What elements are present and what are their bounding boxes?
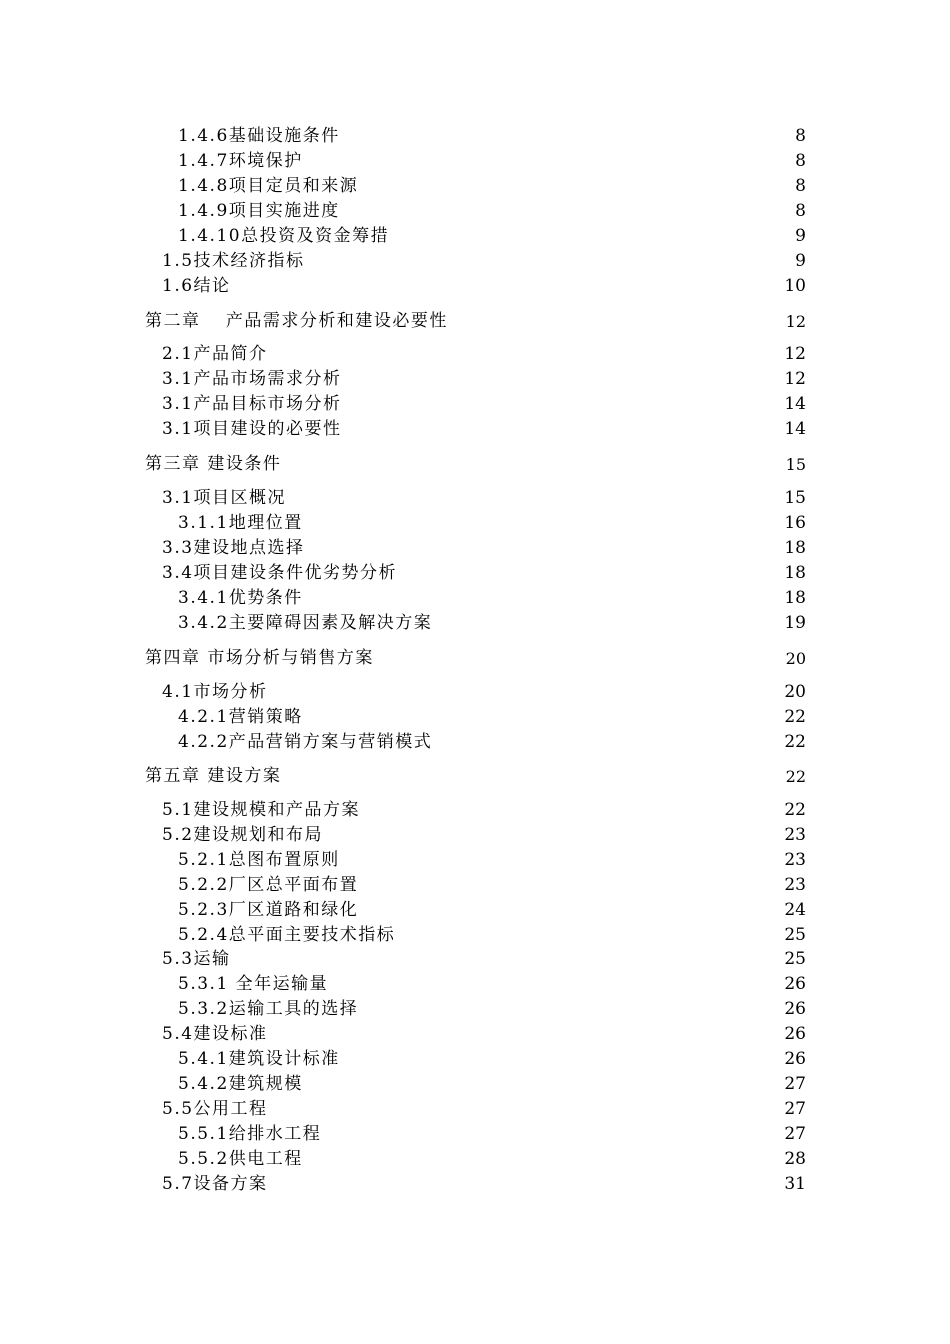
toc-chapter-row — [145, 452, 806, 477]
toc-page-number: 18 — [784, 563, 806, 583]
toc-entry-title: 5.4.1建筑设计标准 — [178, 1049, 340, 1069]
toc-entry-row — [145, 972, 806, 997]
toc-page-number: 9 — [795, 251, 806, 271]
toc-entry-title: 5.2.4总平面主要技术指标 — [178, 925, 396, 945]
toc-entry-row — [145, 1047, 806, 1072]
toc-entry-row — [145, 199, 806, 224]
toc-page-number: 23 — [784, 825, 806, 845]
toc-entry-title: 5.5.2供电工程 — [178, 1149, 303, 1169]
toc-entry-title: 3.4.2主要障碍因素及解决方案 — [178, 613, 433, 633]
toc-entry-row — [145, 249, 806, 274]
toc-entry-title: 5.2.3厂区道路和绿化 — [178, 900, 359, 920]
toc-entry-title: 5.7设备方案 — [162, 1174, 268, 1194]
toc-entry-title: 第二章 产品需求分析和建设必要性 — [145, 311, 448, 331]
toc-page-number: 12 — [784, 369, 806, 389]
toc-chapter-row — [145, 646, 806, 671]
toc-entry-title: 5.3运输 — [162, 949, 231, 969]
toc-chapter-row — [145, 309, 806, 334]
toc-entry-title: 3.1项目区概况 — [162, 488, 287, 508]
toc-page-number: 10 — [784, 276, 806, 296]
toc-entry-row — [145, 823, 806, 848]
toc-entry-row — [145, 149, 806, 174]
toc-entry-title: 3.1产品目标市场分析 — [162, 394, 342, 414]
toc-entry-row — [145, 1122, 806, 1147]
toc-page-number: 27 — [784, 1099, 806, 1119]
toc-entry-title: 5.1建设规模和产品方案 — [162, 800, 361, 820]
toc-entry-title: 5.2.2厂区总平面布置 — [178, 875, 359, 895]
toc-entry-row — [145, 536, 806, 561]
toc-entry-row — [145, 342, 806, 367]
toc-entry-title: 1.4.8项目定员和来源 — [178, 176, 359, 196]
toc-entry-row — [145, 486, 806, 511]
toc-entry-title: 5.4建设标准 — [162, 1024, 268, 1044]
toc-page-number: 18 — [784, 588, 806, 608]
toc-page-number: 22 — [784, 800, 806, 820]
toc-page-number: 25 — [784, 925, 806, 945]
toc-page-number: 8 — [795, 151, 806, 171]
toc-chapter-row — [145, 764, 806, 789]
toc-entry-row — [145, 730, 806, 755]
toc-entry-title: 4.1市场分析 — [162, 682, 268, 702]
toc-entry-row — [145, 224, 806, 249]
toc-entry-title: 5.3.1 全年运输量 — [178, 974, 329, 994]
toc-page-number: 14 — [784, 394, 806, 414]
toc-page-number: 26 — [784, 1049, 806, 1069]
toc-page-number: 14 — [784, 419, 806, 439]
toc-entry-title: 3.4项目建设条件优劣势分析 — [162, 563, 398, 583]
toc-entry-row — [145, 1172, 806, 1197]
toc-page-number: 15 — [785, 455, 806, 474]
toc-page-number: 9 — [795, 226, 806, 246]
toc-entry-row — [145, 274, 806, 299]
toc-page-number: 15 — [784, 488, 806, 508]
toc-page-number: 12 — [785, 312, 806, 331]
toc-entry-title: 2.1产品简介 — [162, 344, 268, 364]
toc-entry-title: 3.4.1优势条件 — [178, 588, 303, 608]
toc-entry-row — [145, 124, 806, 149]
toc-entry-row — [145, 848, 806, 873]
toc-entry-row — [145, 1147, 806, 1172]
toc-entry-title: 5.5.1给排水工程 — [178, 1124, 322, 1144]
toc-entry-title: 5.2建设规划和布局 — [162, 825, 324, 845]
toc-entry-title: 5.3.2运输工具的选择 — [178, 999, 359, 1019]
toc-entry-row — [145, 1097, 806, 1122]
toc-entry-row — [145, 511, 806, 536]
toc-entry-row — [145, 798, 806, 823]
toc-page-number: 20 — [784, 682, 806, 702]
toc-page-number: 25 — [784, 949, 806, 969]
toc-entry-row — [145, 1022, 806, 1047]
toc-entry-title: 3.1项目建设的必要性 — [162, 419, 342, 439]
toc-entry-row — [145, 417, 806, 442]
toc-page-number: 23 — [784, 850, 806, 870]
toc-entry-title: 1.4.7环境保护 — [178, 151, 303, 171]
toc-entry-row — [145, 997, 806, 1022]
toc-entry-row — [145, 611, 806, 636]
toc-entry-title: 1.5技术经济指标 — [162, 251, 305, 271]
toc-page-number: 26 — [784, 999, 806, 1019]
toc-entry-row — [145, 680, 806, 705]
toc-page-number: 24 — [784, 900, 806, 920]
toc-entry-title: 1.4.6基础设施条件 — [178, 126, 340, 146]
toc-entry-row — [145, 392, 806, 417]
toc-entry-title: 5.5公用工程 — [162, 1099, 268, 1119]
toc-page-number: 16 — [784, 513, 806, 533]
toc-entry-title: 3.1.1地理位置 — [178, 513, 303, 533]
toc-page-number: 19 — [784, 613, 806, 633]
toc-entry-row — [145, 586, 806, 611]
toc-entry-row — [145, 923, 806, 948]
toc-entry-title: 第三章 建设条件 — [145, 454, 282, 474]
toc-entry-row — [145, 947, 806, 972]
toc-page-number: 26 — [784, 1024, 806, 1044]
toc-entry-title: 3.1产品市场需求分析 — [162, 369, 342, 389]
toc-entry-title: 1.6结论 — [162, 276, 231, 296]
toc-page-number: 8 — [795, 126, 806, 146]
toc-entry-title: 3.3建设地点选择 — [162, 538, 305, 558]
toc-page-number: 12 — [784, 344, 806, 364]
toc-page-number: 20 — [785, 649, 806, 668]
toc-page-number: 18 — [784, 538, 806, 558]
toc-page-number: 31 — [784, 1174, 806, 1194]
toc-page-number: 22 — [785, 767, 806, 786]
toc-entry-row — [145, 174, 806, 199]
toc-entry-title: 5.2.1总图布置原则 — [178, 850, 340, 870]
toc-page-number: 22 — [784, 707, 806, 727]
toc-entry-row — [145, 705, 806, 730]
toc-entry-row — [145, 898, 806, 923]
toc-entry-title: 第五章 建设方案 — [145, 766, 282, 786]
toc-entry-row — [145, 873, 806, 898]
toc-entry-title: 5.4.2建筑规模 — [178, 1074, 303, 1094]
toc-entry-title: 1.4.10总投资及资金筹措 — [178, 226, 390, 246]
toc-entry-title: 4.2.2产品营销方案与营销模式 — [178, 732, 433, 752]
toc-page-number: 27 — [784, 1124, 806, 1144]
toc-page-number: 26 — [784, 974, 806, 994]
toc-page-number: 28 — [784, 1149, 806, 1169]
toc-entry-row — [145, 1072, 806, 1097]
toc-entry-row — [145, 561, 806, 586]
toc-page-number: 8 — [795, 176, 806, 196]
toc-page-number: 23 — [784, 875, 806, 895]
toc-entry-title: 第四章 市场分析与销售方案 — [145, 648, 374, 668]
toc-entry-title: 1.4.9项目实施进度 — [178, 201, 340, 221]
toc-entry-title: 4.2.1营销策略 — [178, 707, 303, 727]
toc-page-number: 27 — [784, 1074, 806, 1094]
toc-page-number: 8 — [795, 201, 806, 221]
toc-page-number: 22 — [784, 732, 806, 752]
toc-entry-row — [145, 367, 806, 392]
